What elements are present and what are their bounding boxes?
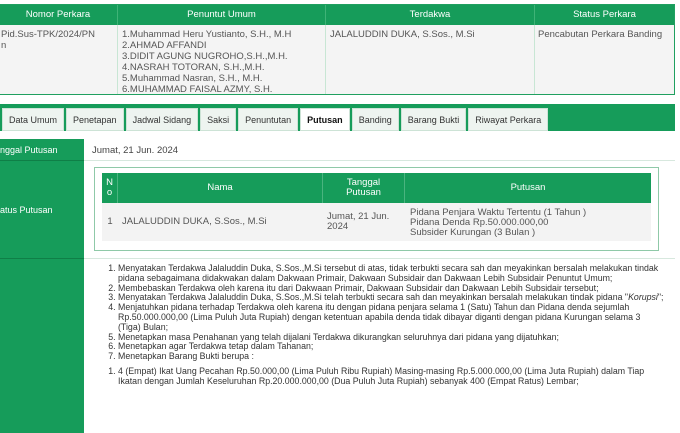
status-perkara-cell: Pencabutan Perkara Banding xyxy=(538,29,663,40)
header-no xyxy=(102,173,118,203)
barang-bukti-item: 1. 4 (Empat) Ikat Uang Pecahan Rp.50.000,00 (Lima Puluh Ribu Rupiah) Masing-masing Rp.5.000.000,00 (Lima Juta Rupiah) dalam Tiap Ikatan dengan Jumlah Keseluruhan Rp.20.000.000,00 (Dua Puluh Juta Rupiah) sebanyak 400 (Empat Ratus) Lembar; xyxy=(118,367,664,387)
row-tanggal xyxy=(323,203,405,241)
table-row xyxy=(102,203,651,241)
amar-item: 7. Menetapkan Barang Bukti berupa : xyxy=(118,352,664,362)
tab-penetapan[interactable]: Penetapan xyxy=(66,108,124,131)
penuntut-item: 5.Muhammad Nasran, S.H., M.H. xyxy=(122,73,263,84)
amar-item: 5. Menetapkan masa Penahanan yang telah dijalani Terdakwa dikurangkan seluruhnya dari pidana yang dijatuhkan; xyxy=(118,333,664,343)
tab-riwayat-perkara[interactable]: Riwayat Perkara xyxy=(468,108,548,131)
tab-banding[interactable]: Banding xyxy=(352,108,399,131)
penuntut-item: 1.Muhammad Heru Yustianto, S.H., M.H xyxy=(122,29,292,40)
penuntut-item: 4.NASRAH TOTORAN, S.H.,M.H. xyxy=(122,62,265,73)
row-putusan xyxy=(405,203,651,241)
divider xyxy=(84,258,675,259)
header-no-text: No xyxy=(106,177,113,198)
header-status-perkara: Status Perkara xyxy=(573,9,636,20)
nomor-perkara-cell xyxy=(0,25,118,94)
penuntut-umum-cell xyxy=(118,25,326,94)
tab-barang-bukti[interactable]: Barang Bukti xyxy=(401,108,467,131)
case-summary-table xyxy=(0,4,675,95)
penuntut-item: 2.AHMAD AFFANDI xyxy=(122,40,207,51)
amar-item: 4. Menjatuhkan pidana terhadap Terdakwa oleh karena itu dengan pidana penjara selama 1 (Satu) Tahun dan Pidana denda sejumlah Rp.50.000.000,00 (Lima Puluh Juta Rupiah) dengan ketentuan apabila denda tidak dibayar diganti dengan pidana Kurungan selama 3 (Tiga) Bulan; xyxy=(118,303,664,332)
nomor-perkara-line2: n xyxy=(1,40,7,51)
amar-putusan xyxy=(104,264,664,387)
header-tanggal-putusan xyxy=(323,173,405,203)
header-tanggal-text: Tanggal Putusan xyxy=(346,177,381,198)
header-nomor-perkara: Nomor Perkara xyxy=(0,5,118,25)
tanggal-putusan-value: Jumat, 21 Jun. 2024 xyxy=(92,145,179,156)
tab-penuntutan[interactable]: Penuntutan xyxy=(238,108,298,131)
tab-saksi[interactable]: Saksi xyxy=(200,108,236,131)
amar-item: 1. Menyatakan Terdakwa Jalaluddin Duka, S.Sos.,M.Si tersebut di atas, tidak terbukti secara sah dan meyakinkan bersalah melakukan tindak pidana sebagaimana didakwakan dalam Dakwaan Primair, Dakwaan Subsidair dan Dakwaan Lebih Subsidair Penuntut Umum; xyxy=(118,264,664,284)
label-amar-putusan xyxy=(0,259,84,433)
amar-item-text: Menyatakan Terdakwa Jalaluddin Duka, S.Sos.,M.Si telah terbukti secara sah dan meyakinkan bersalah melakukan tindak pidana "Korupsi"; xyxy=(118,292,664,303)
field-labels-column xyxy=(0,139,84,433)
summary-header-row xyxy=(0,5,674,25)
barang-bukti-list xyxy=(104,367,664,387)
putusan-line: Pidana Penjara Waktu Tertentu (1 Tahun ) xyxy=(410,207,587,218)
putusan-line: Pidana Denda Rp.50.000.000,00 xyxy=(410,217,549,228)
emphasis-text: Korupsi xyxy=(628,292,658,303)
putusan-table xyxy=(94,167,659,251)
label-status-putusan: atus Putusan xyxy=(0,161,84,259)
amar-item: 6. Menetapkan agar Terdakwa tetap dalam Tahanan; xyxy=(118,342,664,352)
header-penuntut-umum: Penuntut Umum xyxy=(118,5,326,25)
divider xyxy=(84,160,675,161)
row-nama: JALALUDDIN DUKA, S.Sos., M.Si xyxy=(122,216,267,227)
tab-jadwal-sidang[interactable]: Jadwal Sidang xyxy=(126,108,199,131)
header-nama: Nama xyxy=(118,173,323,203)
terdakwa-cell: JALALUDDIN DUKA, S.Sos., M.Si xyxy=(326,25,535,94)
amar-list xyxy=(104,264,664,362)
label-tanggal-putusan: nggal Putusan xyxy=(0,139,84,161)
amar-item: 2. Membebaskan Terdakwa oleh karena itu dari Dakwaan Primair, Dakwaan Subsidair dan Dakwaan Lebih Subsidair tersebut; xyxy=(118,284,664,294)
tab-data-umum[interactable]: Data Umum xyxy=(2,108,64,131)
header-putusan: Putusan xyxy=(510,182,546,193)
row-tanggal-text: Jumat, 21 Jun. 2024 xyxy=(327,211,390,232)
case-tabs xyxy=(0,104,675,131)
putusan-line: Subsider Kurungan (3 Bulan ) xyxy=(410,227,536,238)
header-terdakwa: Terdakwa xyxy=(326,5,535,25)
putusan-table-header xyxy=(102,173,651,203)
penuntut-item: 3.DIDIT AGUNG NUGROHO,S.H.,M.H. xyxy=(122,51,288,62)
penuntut-item: 6.MUHAMMAD FAISAL AZMY, S.H. xyxy=(122,84,273,95)
tab-putusan[interactable]: Putusan xyxy=(300,108,350,131)
summary-data-row xyxy=(0,25,674,94)
row-no: 1 xyxy=(107,216,113,227)
nomor-perkara-line1: Pid.Sus-TPK/2024/PN xyxy=(1,29,95,40)
